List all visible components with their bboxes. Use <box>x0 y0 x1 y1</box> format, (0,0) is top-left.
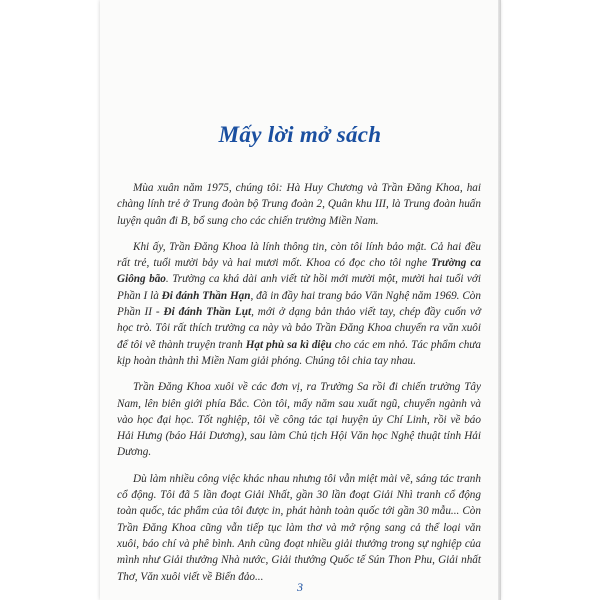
chapter-title: Mấy lời mở sách <box>218 122 382 147</box>
paragraph-4: Dù làm nhiều công việc khác nhau nhưng tôi vẫn miệt mài vẽ, sáng tác tranh cổ động. Tôi đã 5 lần đoạt Giải Nhất, gần 30 lần đoạt Giải Nhì tranh cổ động toàn quốc, tác phẩm của tôi được in, phát hành toàn quốc tới gần 30 mẫu... Còn Trần Đăng Khoa cũng vẫn tiếp tục làm thơ và mở rộng sang cả thể loại văn xuôi, báo chí và phê bình. Anh cũng đoạt nhiều giải thưởng trong sự nghiệp của mình như Giải thưởng Nhà nước, Giải thưởng Quốc tế Sún Thon Phu, Giải nhất Thơ, Văn xuôi viết về Biển đảo... <box>117 472 481 583</box>
body-text <box>117 180 481 595</box>
bold-title-giong-bao: Trường ca Giông bão <box>117 257 481 286</box>
paragraph-2-text-2: . Trường ca khá dài anh viết từ hồi mới mười một, mười hai tuổi với Phần I là <box>117 273 481 302</box>
page-edge <box>498 0 501 600</box>
page-number: 3 <box>297 580 303 594</box>
paragraph-2 <box>117 239 481 369</box>
bold-title-than-lut: Đi đánh Thần Lụt <box>163 306 252 319</box>
bold-title-than-han: Đi đánh Thần Hạn <box>161 289 251 302</box>
paragraph-2-text-5: cho các em nhỏ. Tác phẩm chưa kịp hoàn thành thì Miền Nam giải phóng. Chúng tôi chia tay nhau. <box>117 338 481 367</box>
paragraph-3: Trần Đăng Khoa xuôi về các đơn vị, ra Trường Sa rồi đi chiến trường Tây Nam, lên biên giới phía Bắc. Còn tôi, mấy năm sau xuất ngũ, chuyển ngành và vào học đại học. Tốt nghiệp, tôi về công tác tại huyện ủy Chí Linh, rồi về báo Hải Hưng (báo Hải Dương), sau làm Chủ tịch Hội Văn học Nghệ thuật tỉnh Hải Dương. <box>117 381 481 459</box>
paragraph-2-text-1: Khi ấy, Trần Đăng Khoa là lính thông tin, còn tôi lính bảo mật. Cả hai đều rất trẻ, tuổi mười bảy và hai mươi mốt. Khoa có đọc cho tôi nghe <box>117 240 481 270</box>
paragraph-1: Mùa xuân năm 1975, chúng tôi: Hà Huy Chương và Trần Đăng Khoa, hai chàng lính trẻ ở Trung đoàn bộ Trung đoàn 2, Quân khu III, là Trung đoàn huấn luyện quân đi B, bổ sung cho các chiến trường Miền Nam. <box>117 182 481 227</box>
bold-title-hat-phu-sa: Hạt phù sa kì diệu <box>245 338 332 351</box>
paragraph-2-text-4: , mới ở dạng bản thảo viết tay, chép đầy cuốn vở học trò. Tôi rất thích trường ca này và bảo Trần Đăng Khoa chuyển ra văn xuôi để tôi vẽ thành truyện tranh <box>117 306 481 351</box>
paragraph-2-text-3: , đã in đầy hai trang báo Văn Nghệ năm 1969. Còn Phần II - <box>117 289 481 319</box>
